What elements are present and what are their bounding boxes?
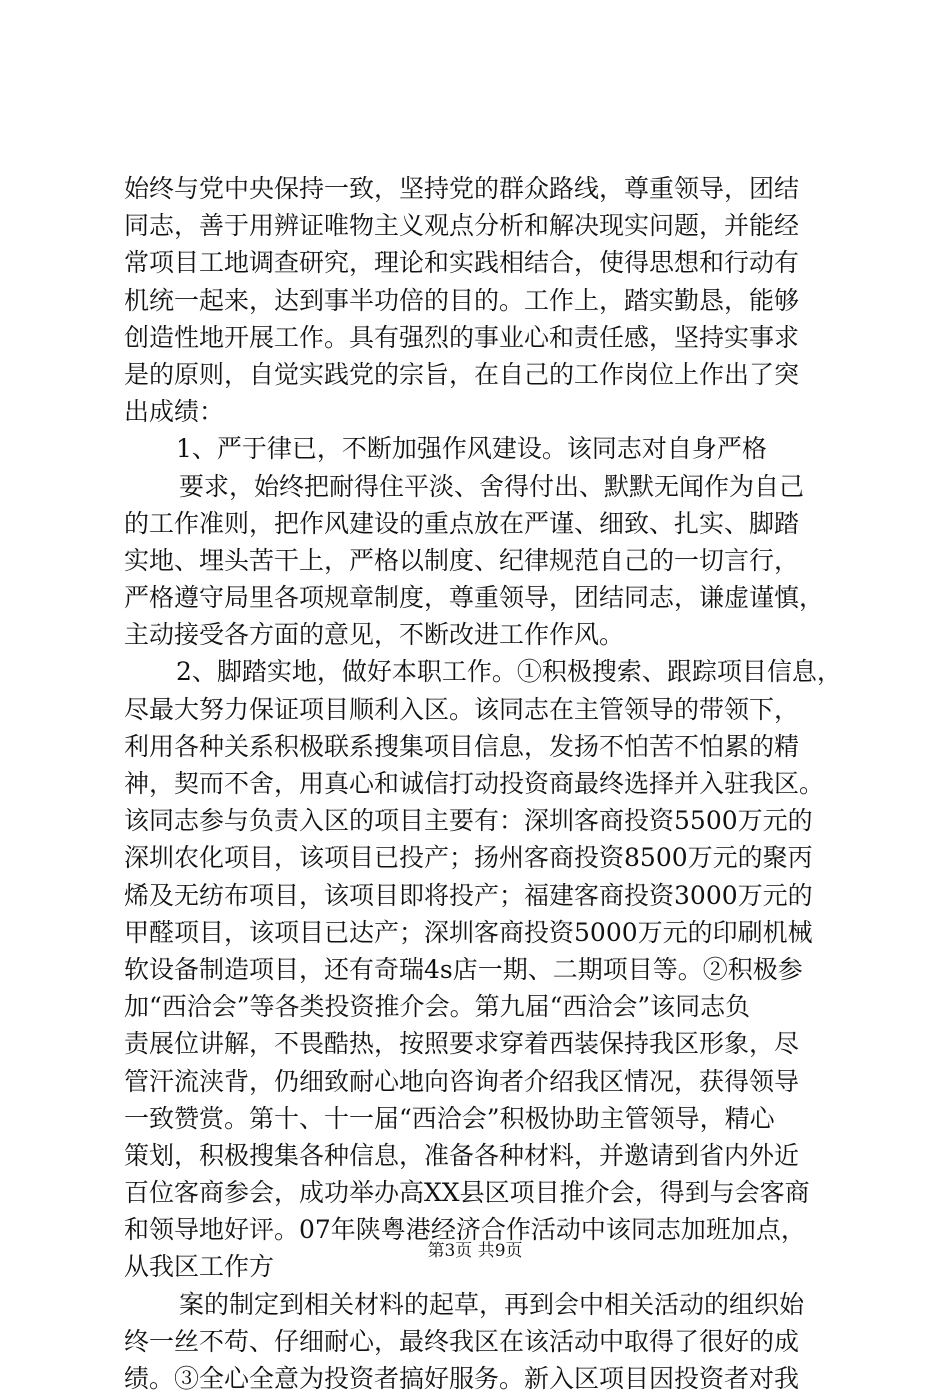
text-line: 主动接受各方面的意见，不断改进工作作风。 xyxy=(124,620,625,650)
text-line: 始终与党中央保持一致，坚持党的群众路线，尊重领导，团结 xyxy=(124,174,800,203)
text-line: 加“西洽会”等各类投资推介会。第九届“西洽会”该同志负 xyxy=(124,992,751,1022)
text-line: 同志，善于用辨证唯物主义观点分析和解决现实问题，并能经 xyxy=(124,211,800,241)
text-line: 常项目工地调查研究，理论和实践相结合，使得思想和行动有 xyxy=(124,248,800,278)
text-line: 要求，始终把耐得住平淡、舍得付出、默默无闻作为自己 xyxy=(179,471,805,501)
text-line: 严格遵守局里各项规章制度，尊重领导，团结同志，谦虚谨慎， xyxy=(124,583,825,613)
text-line: 是的原则，自觉实践党的宗旨，在自己的工作岗位上作出了突 xyxy=(124,359,800,389)
text-line: 终一丝不苟、仔细耐心，最终我区在该活动中取得了很好的成 xyxy=(124,1326,800,1356)
text-line: 出成绩： xyxy=(124,397,225,427)
text-line: 软设备制造项目，还有奇瑞4s店一期、二期项目等。②积极参 xyxy=(124,954,803,984)
text-line: 策划，积极搜集各种信息，准备各种材料，并邀请到省内外近 xyxy=(124,1140,800,1170)
text-line: 从我区工作方 xyxy=(124,1252,275,1282)
text-line: 创造性地开展工作。具有强烈的事业心和责任感，坚持实事求 xyxy=(124,322,800,352)
text-line: 实地、埋头苦干上，严格以制度、纪律规范自己的一切言行， xyxy=(124,545,800,575)
text-line: 绩。③全心全意为投资者搞好服务。新入区项目因投资者对我 xyxy=(124,1364,800,1393)
text-line: 该同志参与负责入区的项目主要有：深圳客商投资5500万元的 xyxy=(124,806,813,836)
text-line: 1、严于律已，不断加强作风建设。该同志对自身严格 xyxy=(176,434,767,464)
text-line: 深圳农化项目，该项目已投产；扬州客商投资8500万元的聚丙 xyxy=(124,843,813,873)
text-line: 的工作准则，把作风建设的重点放在严谨、细致、扎实、脚踏 xyxy=(124,508,800,538)
page-number-footer: 第3页 共9页 xyxy=(427,1241,523,1261)
body-text xyxy=(124,170,844,1397)
text-line: 利用各种关系积极联系搜集项目信息，发扬不怕苦不怕累的精 xyxy=(124,731,800,761)
text-line: 神，契而不舍，用真心和诚信打动投资商最终选择并入驻我区。 xyxy=(124,769,825,798)
text-line: 百位客商参会，成功举办高XX县区项目推介会，得到与会客商 xyxy=(124,1178,810,1208)
text-line: 2、脚踏实地，做好本职工作。①积极搜索、跟踪项目信息， xyxy=(176,657,842,687)
text-line: 案的制定到相关材料的起草，再到会中相关活动的组织始 xyxy=(179,1289,805,1319)
text-line: 烯及无纺布项目，该项目即将投产；福建客商投资3000万元的 xyxy=(124,880,813,910)
text-line: 责展位讲解，不畏酷热，按照要求穿着西装保持我区形象，尽 xyxy=(124,1029,800,1059)
text-line: 一致赞赏。第十、十一届“西洽会”积极协助主管领导，精心 xyxy=(124,1103,775,1133)
text-line: 甲醛项目，该项目已达产；深圳客商投资5000万元的印刷机械 xyxy=(124,917,813,947)
text-line: 管汗流浃背，仍细致耐心地向咨询者介绍我区情况，获得领导 xyxy=(124,1066,800,1096)
text-line: 机统一起来，达到事半功倍的目的。工作上，踏实勤恳，能够 xyxy=(124,285,800,315)
text-line: 尽最大努力保证项目顺利入区。该同志在主管领导的带领下， xyxy=(124,694,800,724)
text-line: 和领导地好评。07年陕粤港经济合作活动中该同志加班加点， xyxy=(124,1215,806,1245)
